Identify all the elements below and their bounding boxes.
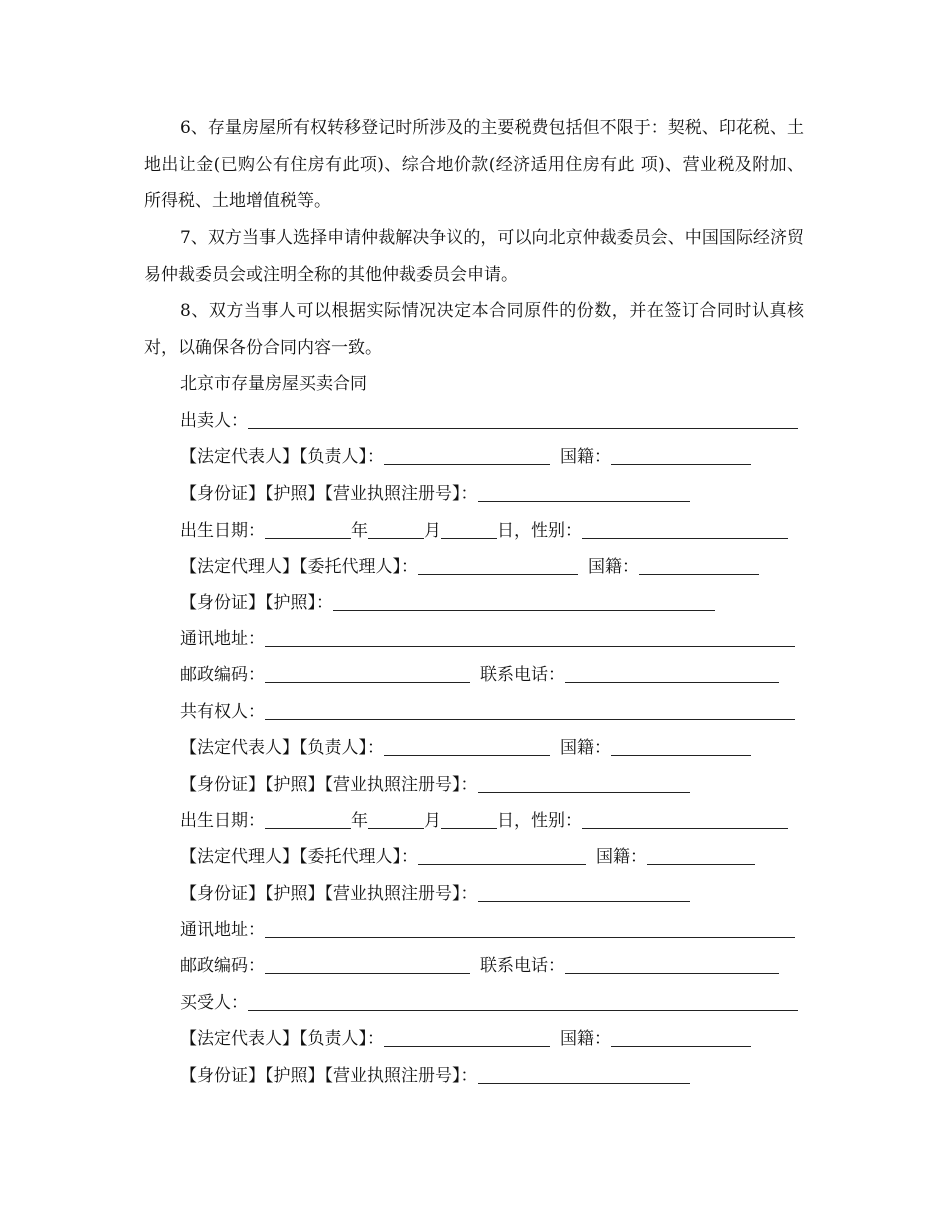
birth-month-field[interactable]: [368, 810, 424, 829]
address-field[interactable]: [265, 919, 795, 938]
legal-rep-label: 【法定代表人】【负责人】：: [180, 1029, 384, 1049]
phone-field[interactable]: [565, 955, 779, 974]
agent-id-label: 【身份证】【护照】：: [180, 593, 333, 613]
co-owner-agent-id-row: [180, 881, 690, 905]
nationality-label: 国籍：: [560, 447, 611, 467]
co-owner-address-row: [180, 917, 795, 941]
id-label: 【身份证】【护照】【营业执照注册号】：: [180, 1066, 478, 1086]
day-gender-label: 日，性别：: [497, 521, 582, 541]
phone-label: 联系电话：: [480, 665, 565, 685]
nationality-label: 国籍：: [560, 738, 611, 758]
seller-label: 出卖人：: [180, 411, 248, 431]
agent-label: 【法定代理人】【委托代理人】：: [180, 847, 418, 867]
buyer-label: 买受人：: [180, 993, 248, 1013]
birth-day-field[interactable]: [441, 810, 497, 829]
nationality-field[interactable]: [611, 446, 751, 465]
agent-field[interactable]: [418, 846, 586, 865]
seller-row: [180, 408, 798, 432]
agent-nationality-label: 国籍：: [596, 847, 647, 867]
year-label: 年: [351, 811, 368, 831]
seller-agent-row: [180, 554, 759, 578]
legal-rep-label: 【法定代表人】【负责人】：: [180, 738, 384, 758]
id-label: 【身份证】【护照】【营业执照注册号】：: [180, 884, 478, 904]
nationality-field[interactable]: [611, 1028, 751, 1047]
contract-title: 北京市存量房屋买卖合同: [180, 374, 367, 394]
clause-7: 7、双方当事人选择申请仲裁解决争议的，可以向北京仲裁委员会、中国国际经济贸易仲裁委员会或注明全称的其他仲裁委员会申请。: [144, 228, 804, 285]
postcode-field[interactable]: [265, 955, 470, 974]
clause-8: 8、双方当事人可以根据实际情况决定本合同原件的份数，并在签订合同时认真核对，以确保各份合同内容一致。: [144, 301, 804, 358]
birth-day-field[interactable]: [441, 520, 497, 539]
co-owner-legal-rep-row: [180, 735, 751, 759]
postcode-label: 邮政编码：: [180, 665, 265, 685]
buyer-row: [180, 990, 798, 1014]
id-field[interactable]: [478, 1065, 690, 1084]
buyer-id-row: [180, 1063, 690, 1087]
id-field[interactable]: [478, 483, 690, 502]
phone-label: 联系电话：: [480, 956, 565, 976]
id-field[interactable]: [478, 883, 690, 902]
co-owner-birth-row: [180, 808, 788, 832]
agent-nationality-field[interactable]: [647, 846, 755, 865]
nationality-label: 国籍：: [560, 1029, 611, 1049]
month-label: 月: [424, 521, 441, 541]
address-label: 通讯地址：: [180, 629, 265, 649]
gender-field[interactable]: [582, 810, 788, 829]
co-owner-id-row: [180, 772, 690, 796]
id-label: 【身份证】【护照】【营业执照注册号】：: [180, 775, 478, 795]
co-owner-field[interactable]: [265, 701, 795, 720]
birth-label: 出生日期：: [180, 811, 265, 831]
seller-legal-rep-row: [180, 444, 751, 468]
address-field[interactable]: [265, 628, 795, 647]
seller-address-row: [180, 626, 795, 650]
gender-field[interactable]: [582, 520, 788, 539]
birth-year-field[interactable]: [265, 810, 351, 829]
postcode-field[interactable]: [265, 664, 470, 683]
co-owner-agent-row: [180, 844, 755, 868]
buyer-field[interactable]: [248, 992, 798, 1011]
postcode-label: 邮政编码：: [180, 956, 265, 976]
co-owner-contact-row: [180, 953, 779, 977]
agent-nationality-field[interactable]: [639, 556, 759, 575]
seller-id-row: [180, 481, 690, 505]
buyer-legal-rep-row: [180, 1026, 751, 1050]
seller-agent-id-row: [180, 590, 715, 614]
seller-birth-row: [180, 518, 788, 542]
birth-label: 出生日期：: [180, 521, 265, 541]
year-label: 年: [351, 521, 368, 541]
legal-rep-field[interactable]: [384, 1028, 550, 1047]
agent-label: 【法定代理人】【委托代理人】：: [180, 557, 418, 577]
agent-id-field[interactable]: [333, 592, 715, 611]
id-field[interactable]: [478, 774, 690, 793]
id-label: 【身份证】【护照】【营业执照注册号】：: [180, 484, 478, 504]
nationality-field[interactable]: [611, 737, 751, 756]
legal-rep-field[interactable]: [384, 737, 550, 756]
co-owner-row: [180, 699, 795, 723]
agent-nationality-label: 国籍：: [588, 557, 639, 577]
co-owner-label: 共有权人：: [180, 702, 265, 722]
birth-month-field[interactable]: [368, 520, 424, 539]
agent-field[interactable]: [418, 556, 578, 575]
legal-rep-field[interactable]: [384, 446, 550, 465]
seller-contact-row: [180, 662, 779, 686]
birth-year-field[interactable]: [265, 520, 351, 539]
legal-rep-label: 【法定代表人】【负责人】：: [180, 447, 384, 467]
month-label: 月: [424, 811, 441, 831]
address-label: 通讯地址：: [180, 920, 265, 940]
clause-6: 6、存量房屋所有权转移登记时所涉及的主要税费包括但不限于：契税、印花税、土地出让金(已购公有住房有此项)、综合地价款(经济适用住房有此 项)、营业税及附加、所得税、土地增值税等。: [144, 118, 804, 211]
phone-field[interactable]: [565, 664, 779, 683]
day-gender-label: 日，性别：: [497, 811, 582, 831]
seller-field[interactable]: [248, 410, 798, 429]
